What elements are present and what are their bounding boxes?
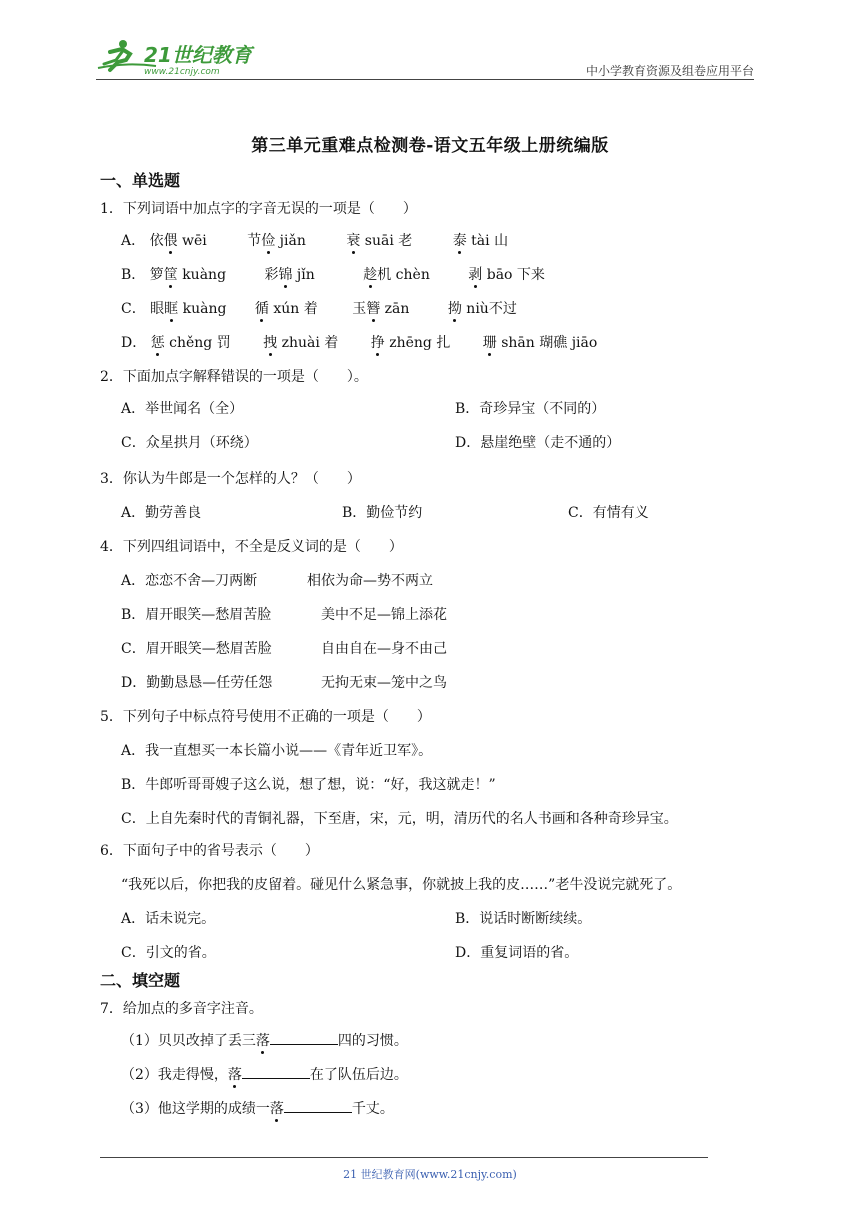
q1-c-item: 眼眶 kuàng xyxy=(150,301,227,317)
logo-text: 21世纪教育 xyxy=(144,43,252,67)
q4-option-b-1: B．眉开眼笑—愁眉苦脸 xyxy=(121,607,272,623)
q5-option-b: B．牛郎听哥哥嫂子这么说，想了想，说：“好，我这就走！” xyxy=(121,777,496,793)
q4-option-d-1: D．勤勤恳恳—任劳任怨 xyxy=(121,675,273,691)
q6-quote: “我死以后，你把我的皮留着。碰见什么紧急事，你就披上我的皮……”老牛没说完就死了。 xyxy=(121,877,682,893)
q5-option-a: A．我一直想买一本长篇小说——《青年近卫军》。 xyxy=(121,743,433,759)
q1-d-item: 拽 zhuài 着 xyxy=(263,335,339,351)
q3-option-a: A．勤劳善良 xyxy=(121,505,202,521)
page-title: 第三单元重难点检测卷-语文五年级上册统编版 xyxy=(251,136,609,156)
answer-blank[interactable] xyxy=(270,1030,338,1045)
q2-option-a: A．举世闻名（全） xyxy=(121,401,244,417)
question-4-stem: 4．下列四组词语中，不全是反义词的是（ ） xyxy=(100,539,403,555)
header-platform-text: 中小学教育资源及组卷应用平台 xyxy=(585,64,754,78)
q1-d-item: 珊 shān 瑚礁 jiāo xyxy=(482,335,598,351)
q1-c-item: 循 xún 着 xyxy=(254,301,318,317)
question-6-stem: 6．下面句子中的省号表示（ ） xyxy=(100,843,319,859)
q1-c-item: 玉簪 zān xyxy=(352,301,410,317)
question-2-stem: 2．下面加点字解释错误的一项是（ ）。 xyxy=(100,369,368,385)
q6-option-d: D．重复词语的省。 xyxy=(455,945,579,961)
q4-option-a-1: A．恋恋不舍—刀两断 xyxy=(121,573,258,589)
q1-b-item: 箩筐 kuàng xyxy=(149,267,227,283)
q4-option-a-2: 相依为命—势不两立 xyxy=(307,573,433,589)
header-divider xyxy=(96,79,754,80)
q1-a-item: 衰 suāi 老 xyxy=(346,233,413,249)
q1-a-item: 节俭 jiǎn xyxy=(247,233,306,249)
q4-option-c-2: 自由自在—身不由己 xyxy=(321,641,447,657)
q4-option-c-1: C．眉开眼笑—愁眉苦脸 xyxy=(121,641,272,657)
q4-option-b-2: 美中不足—锦上添花 xyxy=(321,607,447,623)
q5-option-c: C．上自先秦时代的青铜礼器，下至唐，宋，元，明，清历代的名人书画和各种奇珍异宝。 xyxy=(121,811,678,827)
q6-option-a: A．话未说完。 xyxy=(121,911,216,927)
question-3-stem: 3．你认为牛郎是一个怎样的人？（ ） xyxy=(100,471,361,487)
q3-option-c: C．有情有义 xyxy=(568,505,649,521)
q1-b-item: 趁机 chèn xyxy=(363,267,430,283)
answer-blank[interactable] xyxy=(284,1098,352,1113)
question-1-stem: 1．下列词语中加点字的字音无误的一项是（ ） xyxy=(100,201,417,217)
footer-divider xyxy=(100,1157,708,1158)
q1-a-item: 泰 tài 山 xyxy=(452,233,509,249)
q1-b-item: 剥 bāo 下来 xyxy=(468,267,545,283)
q7-item-3: （3）他这学期的成绩一落 千丈。 xyxy=(121,1098,394,1118)
q1-d-item: 惩 chěng 罚 xyxy=(150,335,231,351)
q1-d-item: 挣 zhēng 扎 xyxy=(370,335,451,351)
q2-option-c: C．众星拱月（环绕） xyxy=(121,435,258,451)
q4-option-d-2: 无拘无束—笼中之鸟 xyxy=(321,675,447,691)
q3-option-b: B．勤俭节约 xyxy=(342,505,423,521)
q1-a-item: 依偎 wēi xyxy=(149,233,207,249)
q1-option-b: B． 箩筐 kuàng 彩锦 jǐn 趁机 chèn 剥 bāo 下来 xyxy=(121,267,545,283)
q2-option-d: D．悬崖绝壁（走不通的） xyxy=(455,435,621,451)
q1-b-item: 彩锦 jǐn xyxy=(264,267,315,283)
q1-option-d: D． 惩 chěng 罚 拽 zhuài 着 挣 zhēng 扎 珊 shān 瑚礁 jiāo xyxy=(121,335,598,351)
q2-option-b: B．奇珍异宝（不同的） xyxy=(455,401,606,417)
logo-url: www.21cnjy.com xyxy=(144,67,220,77)
site-logo xyxy=(96,38,256,78)
q6-option-c: C．引文的省。 xyxy=(121,945,216,961)
footer-link[interactable]: 21 世纪教育网(www.21cnjy.com) xyxy=(343,1168,517,1181)
question-5-stem: 5．下列句子中标点符号使用不正确的一项是（ ） xyxy=(100,709,431,725)
q6-option-b: B．说话时断断续续。 xyxy=(455,911,592,927)
q1-option-c: C． 眼眶 kuàng 循 xún 着 玉簪 zān 拗 niù不过 xyxy=(121,301,517,317)
q7-item-2: （2）我走得慢，落 在了队伍后边。 xyxy=(121,1064,408,1084)
q1-c-item: 拗 niù不过 xyxy=(447,301,517,317)
section-heading-2: 二、填空题 xyxy=(100,971,181,990)
q7-item-1: （1）贝贝改掉了丢三落 四的习惯。 xyxy=(121,1030,408,1050)
section-heading-1: 一、单选题 xyxy=(100,171,181,190)
q1-option-a: A． 依偎 wēi 节俭 jiǎn 衰 suāi 老 泰 tài 山 xyxy=(121,233,509,249)
answer-blank[interactable] xyxy=(242,1064,310,1079)
question-7-stem: 7．给加点的多音字注音。 xyxy=(100,1001,263,1017)
